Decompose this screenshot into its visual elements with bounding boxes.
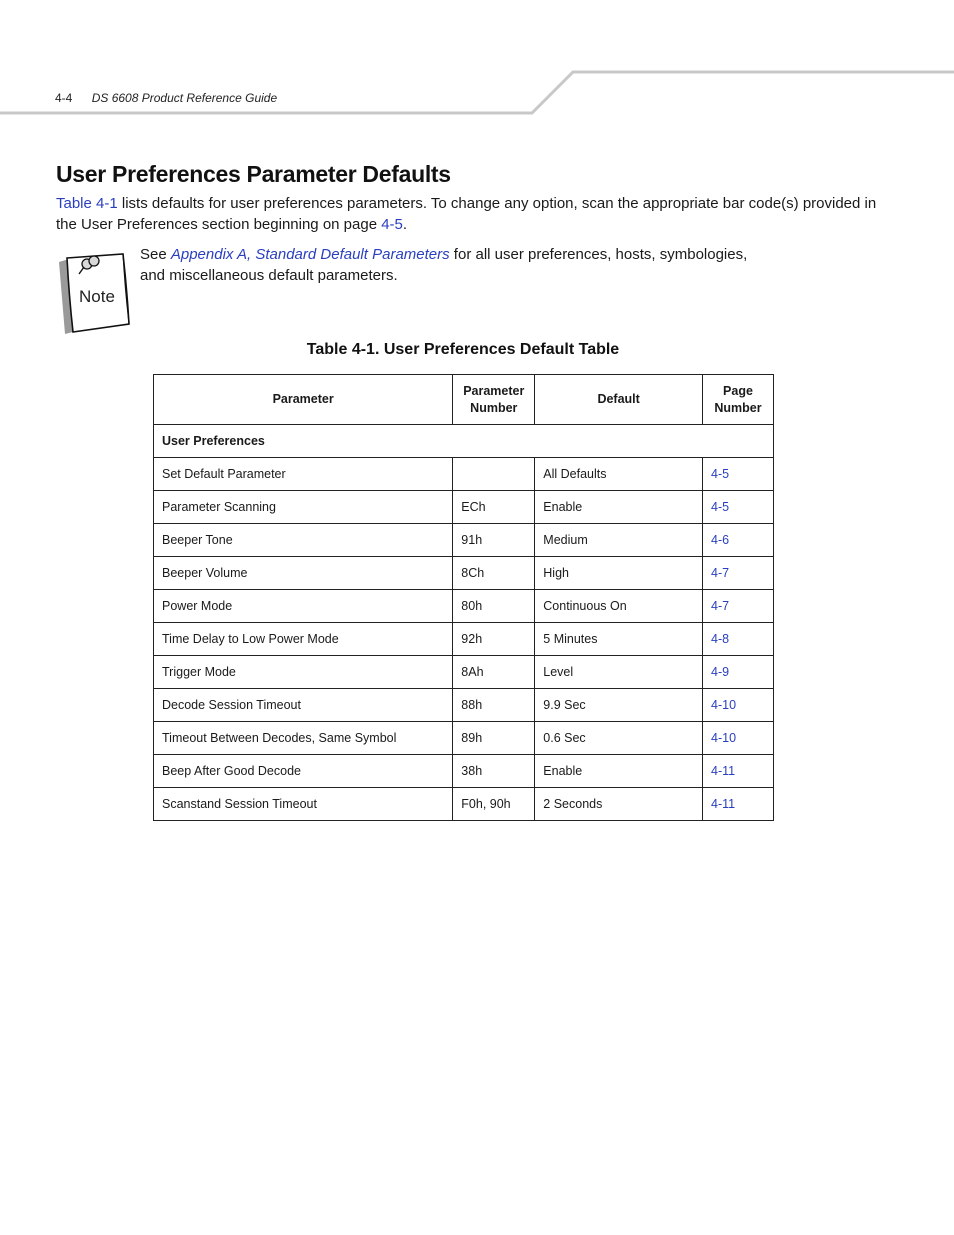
table-row [154,557,774,590]
table-caption: Table 4-1. User Preferences Default Table [306,341,620,358]
cell-default: Continuous On [535,590,703,623]
cell-page-link[interactable]: 4-5 [711,467,730,481]
cell-number: 89h [453,722,535,755]
cell-page-link[interactable]: 4-5 [711,500,730,514]
guide-title: DS 6608 Product Reference Guide [91,91,278,105]
cell-parameter: Power Mode [154,590,453,623]
header-parameter: Parameter [154,375,453,425]
cell-number: 88h [453,689,535,722]
table-row [154,590,774,623]
cell-page-link[interactable]: 4-11 [711,764,736,778]
cell-number: 38h [453,755,535,788]
cell-page-link[interactable]: 4-7 [711,599,730,613]
intro-text-2: . [402,216,408,233]
header-page-line1: Page [723,383,753,398]
note-text [140,244,760,286]
header-number-line2: Number [470,400,518,415]
user-preferences-default-table [153,374,774,821]
table-row [154,689,774,722]
cell-number: ECh [453,491,535,524]
pushpin-note-icon [57,250,135,338]
appendix-link[interactable]: Appendix A, Standard Default Parameters [170,246,450,263]
table-row [154,623,774,656]
note-text-2: for all user preferences, hosts, symbologies, and miscellaneous default parameters. [140,246,748,284]
cell-number: 92h [453,623,535,656]
table-row [154,524,774,557]
cell-parameter: Beep After Good Decode [154,755,453,788]
cell-number: 8Ch [453,557,535,590]
cell-number: 8Ah [453,656,535,689]
cell-parameter: Trigger Mode [154,656,453,689]
note-icon-label: Note [79,287,115,306]
cell-parameter: Time Delay to Low Power Mode [154,623,453,656]
cell-page-link[interactable]: 4-9 [711,665,730,679]
table-row [154,722,774,755]
table-row [154,788,774,821]
note-text-1: See [140,246,171,263]
cell-parameter: Decode Session Timeout [154,689,453,722]
table-row [154,656,774,689]
cell-number: 91h [453,524,535,557]
table-header-row [154,375,774,425]
header-page-line2: Number [714,400,762,415]
cell-page-link[interactable]: 4-10 [711,731,737,745]
header-number-line1: Parameter [463,383,525,398]
cell-default: Enable [535,755,703,788]
cell-parameter: Beeper Volume [154,557,453,590]
cell-parameter: Scanstand Session Timeout [154,788,453,821]
cell-default: 2 Seconds [535,788,703,821]
cell-number: 80h [453,590,535,623]
cell-default: 0.6 Sec [535,722,703,755]
cell-default: Enable [535,491,703,524]
cell-default: High [535,557,703,590]
header-parameter-number [453,375,535,425]
table-row [154,755,774,788]
table-reference-link[interactable]: Table 4-1 [56,195,118,212]
cell-page-link[interactable]: 4-6 [711,533,730,547]
page-reference-link[interactable]: 4-5 [381,216,403,233]
cell-page-link[interactable]: 4-7 [711,566,730,580]
header-page-number [703,375,774,425]
intro-paragraph [56,193,886,235]
cell-parameter: Timeout Between Decodes, Same Symbol [154,722,453,755]
page-number: 4-4 [55,91,73,105]
cell-parameter: Beeper Tone [154,524,453,557]
cell-parameter: Set Default Parameter [154,458,453,491]
cell-default: Level [535,656,703,689]
cell-default: Medium [535,524,703,557]
cell-page-link[interactable]: 4-10 [711,698,737,712]
cell-page-link[interactable]: 4-8 [711,632,730,646]
header-default: Default [535,375,703,425]
cell-page-link[interactable]: 4-11 [711,797,736,811]
cell-number: F0h, 90h [453,788,535,821]
cell-parameter: Parameter Scanning [154,491,453,524]
group-row [154,425,774,458]
cell-default: All Defaults [535,458,703,491]
running-header [55,91,277,105]
section-title: User Preferences Parameter Defaults [56,161,451,187]
table-row [154,458,774,491]
cell-default: 9.9 Sec [535,689,703,722]
cell-default: 5 Minutes [535,623,703,656]
group-label: User Preferences [154,425,774,458]
table-row [154,491,774,524]
intro-text-1: lists defaults for user preferences parameters. To change any option, scan the appropriate bar code(s) provided in the User Preferences section beginning on page [56,195,877,233]
cell-number [453,458,535,491]
